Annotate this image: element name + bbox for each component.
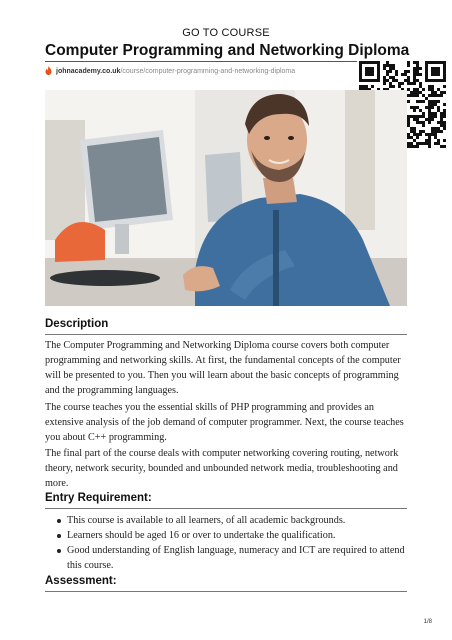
hero-image: [45, 90, 407, 306]
page-title: Computer Programming and Networking Diploma: [45, 42, 410, 59]
entry-requirement-list: [45, 513, 407, 573]
url-domain: johnacademy.co.uk: [56, 68, 121, 75]
description-paragraph-1: The Computer Programming and Networking Diploma course covers both computer programming and networking skills. At first, the fundamental concepts of the computer will be presented to you. Then you will learn about the basic concepts of programming and the programming languages.: [45, 340, 401, 396]
assessment-heading: Assessment:: [45, 575, 117, 587]
list-item: Learners should be aged 16 or over to undertake the qualification.: [45, 528, 407, 543]
description-heading: Description: [45, 318, 109, 330]
description-paragraph-2: The course teaches you the essential skills of PHP programming and provides an extensive analysis of the job demand of computer programmer. Next, the course teaches you about C++ programming.: [45, 402, 404, 443]
list-item: Good understanding of English language, numeracy and ICT are required to attend this course.: [45, 543, 407, 573]
flame-icon: [45, 66, 52, 75]
entry-requirement-heading: Entry Requirement:: [45, 492, 152, 504]
description-divider: [45, 334, 407, 335]
go-to-course-link[interactable]: GO TO COURSE: [182, 27, 270, 39]
assessment-divider: [45, 591, 407, 592]
list-item: This course is available to all learners, of all academic backgrounds.: [45, 513, 407, 528]
course-url[interactable]: [45, 66, 295, 75]
page-number: 1/8: [423, 619, 432, 625]
entry-requirement-divider: [45, 508, 407, 509]
title-divider: [45, 61, 357, 62]
url-path: /course/computer-programming-and-networking-diploma: [120, 68, 296, 75]
description-paragraph-3: The final part of the course deals with computer networking covering routing, network theory, network security, bounded and unbounded network media, troubleshooting and more.: [45, 448, 399, 489]
